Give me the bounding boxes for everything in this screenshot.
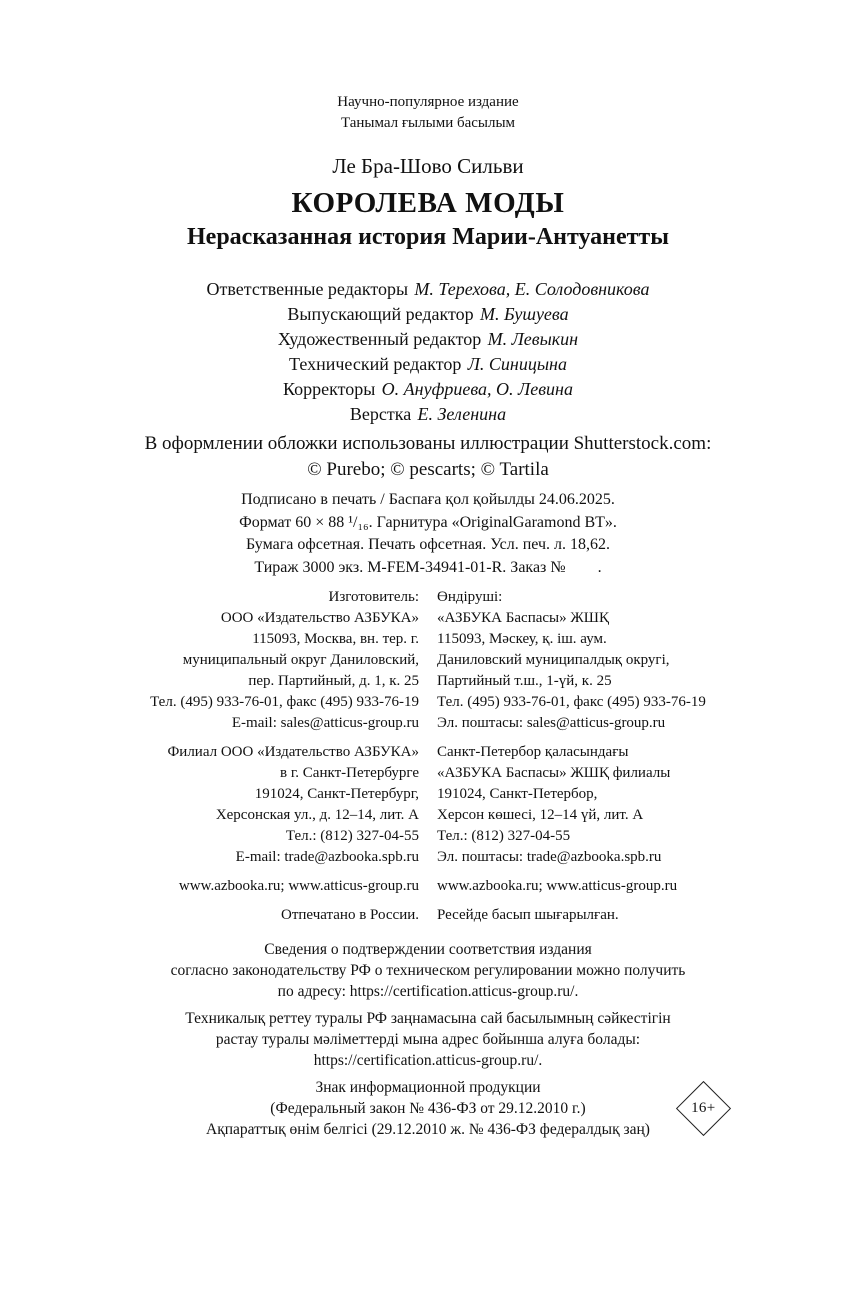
websites-columns [66,876,790,897]
credit-role: Корректоры [283,379,376,399]
certification-line: Сведения о подтверждении соответствия издания [264,941,592,958]
credit-line [0,277,856,302]
edition-type-block [0,92,856,134]
address-line: Тел.: (812) 327-04-55 [285,828,419,844]
address-line: Эл. поштасы: sales@atticus-group.ru [437,715,666,731]
certification-note-kz [0,1008,856,1071]
edition-type-kz: Танымал ғылыми басылым [340,115,516,131]
address-line: Тел.: (812) 327-04-55 [437,828,571,844]
address-line: муниципальный округ Даниловский, [182,652,419,668]
certification-line: Техникалық реттеу туралы РФ заңнамасына сай басылымның сәйкестігін [185,1010,671,1027]
credit-role: Верстка [349,404,412,424]
address-line: 191024, Санкт-Петербор, [437,786,598,802]
credit-names: М. Левыкин [487,329,579,349]
address-line: 115093, Мәскеу, қ. іш. аум. [437,631,607,647]
cover-illustrations-note [0,431,856,483]
edition-type-ru: Научно-популярное издание [337,94,519,110]
book-subtitle: Нерасказанная история Марии-Антуанетты [187,224,669,250]
certification-line: растау туралы мәліметтерді мына адрес бойынша алуға болады: [215,1031,641,1048]
credit-role: Ответственные редакторы [206,279,409,299]
cover-note-line: © Purebo; © pescarts; © Tartila [307,459,549,480]
cover-note-line: В оформлении обложки использованы иллюстрации Shutterstock.com: [144,433,712,454]
address-line: Партийный т.ш., 1-үй, к. 25 [437,673,612,689]
websites-kz: www.azbooka.ru; www.atticus-group.ru [437,878,678,894]
address-line: Херсонская ул., д. 12–14, лит. А [215,807,419,823]
manufacturer-ru [66,587,419,734]
printed-in-ru: Отпечатано в России. [281,907,419,923]
certification-line: https://certification.atticus-group.ru/. [313,1052,543,1069]
print-details-line: Формат 60 × 88 ¹/₁₆. Гарнитура «OriginalGaramond BT». [239,513,617,531]
address-line: Изготовитель: [328,589,419,605]
address-line: E-mail: trade@azbooka.spb.ru [235,849,419,865]
address-line: Тел. (495) 933-76-01, факс (495) 933-76-19 [150,694,419,710]
info-sign-line: Знак информационной продукции [315,1079,541,1096]
author-name: Ле Бра-Шово Сильви [332,154,524,178]
print-details-block [0,489,856,579]
credit-line [0,352,856,377]
credit-line [0,302,856,327]
credit-names: Л. Синицына [467,354,567,374]
credit-line [0,327,856,352]
address-line: в г. Санкт-Петербурге [280,765,419,781]
address-line: ООО «Издательство АЗБУКА» [220,610,419,626]
printed-in-kz: Ресейде басып шығарылған. [437,907,619,923]
print-details-line: Бумага офсетная. Печать офсетная. Усл. печ. л. 18,62. [246,536,610,553]
credit-role: Художественный редактор [277,329,482,349]
certification-line: по адресу: https://certification.atticus-group.ru/. [277,983,579,1000]
branch-columns [66,742,790,868]
certification-note-ru [0,939,856,1002]
book-title: КОРОЛЕВА МОДЫ [291,187,565,219]
address-line: Эл. поштасы: trade@azbooka.spb.ru [437,849,662,865]
age-rating-badge [674,1080,732,1138]
branch-kz [437,742,790,868]
credit-line [0,377,856,402]
address-line: «АЗБУКА Баспасы» ЖШҚ филиалы [437,765,671,781]
printed-in-columns [66,905,790,926]
address-line: Даниловский муниципалдық округі, [437,652,670,668]
credit-names: М. Бушуева [479,304,569,324]
credit-role: Технический редактор [289,354,462,374]
credit-names: М. Терехова, Е. Солодовникова [414,279,650,299]
address-line: Санкт-Петербор қаласындағы [437,744,629,760]
websites-ru: www.azbooka.ru; www.atticus-group.ru [178,878,419,894]
address-line: Филиал ООО «Издательство АЗБУКА» [167,744,419,760]
address-line: Өндіруші: [437,589,503,605]
address-line: 191024, Санкт-Петербург, [254,786,419,802]
print-details-line: Подписано в печать / Баспаға қол қойылды 24.06.2025. [241,491,615,508]
certification-line: согласно законодательству РФ о техническом регулировании можно получить [170,962,686,979]
age-rating-label: 16+ [690,1100,716,1116]
credit-role: Выпускающий редактор [287,304,474,324]
age-rating-diamond-icon [675,1081,730,1136]
address-line: 115093, Москва, вн. тер. г. [252,631,419,647]
credit-names: Е. Зеленина [417,404,507,424]
address-line: Херсон көшесі, 12–14 үй, лит. А [437,807,644,823]
address-line: E-mail: sales@atticus-group.ru [231,715,419,731]
credit-line [0,402,856,427]
credit-names: О. Ануфриева, О. Левина [381,379,573,399]
manufacturer-kz [437,587,790,734]
branch-ru [66,742,419,868]
information-product-block [0,1077,856,1140]
info-sign-line: Ақпараттық өнім белгісі (29.12.2010 ж. № 436-ФЗ федералдық заң) [206,1121,650,1138]
print-details-line: Тираж 3000 экз. M-FEM-34941-01-R. Заказ № . [254,558,602,576]
address-line: «АЗБУКА Баспасы» ЖШҚ [437,610,609,626]
address-line: пер. Партийный, д. 1, к. 25 [248,673,419,689]
info-sign-line: (Федеральный закон № 436-ФЗ от 29.12.2010 г.) [270,1100,586,1117]
credits-block [0,277,856,427]
manufacturer-columns [66,587,790,734]
address-line: Тел. (495) 933-76-01, факс (495) 933-76-19 [437,694,706,710]
